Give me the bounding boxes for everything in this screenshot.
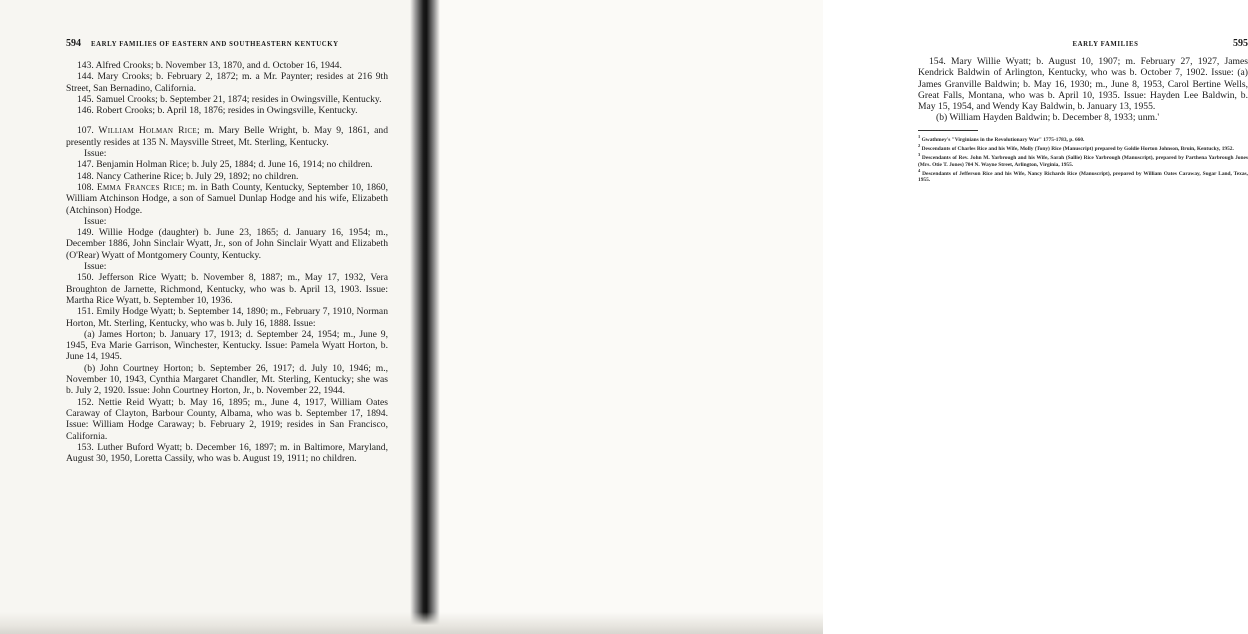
entry-108-number: 108.	[77, 181, 94, 193]
footnote-mark-2: 2	[918, 143, 921, 149]
issue-label-107: Issue:	[84, 148, 107, 160]
entry-107-text: ; m. Mary Belle Wright, b. May 9, 1861, and presently resides at 135 N. Maysville Street, Mt. Sterling, Kentucky.	[66, 125, 388, 148]
entry-148: 148. Nancy Catherine Rice; b. July 29, 1892; no children.	[77, 170, 299, 182]
footnote-mark-3: 3	[918, 152, 921, 158]
entry-108	[66, 182, 388, 216]
footnote-mark-4: 4	[918, 168, 921, 174]
entry-151: 151. Emily Hodge Wyatt; b. September 14, 1890; m., February 7, 1910, Norman Horton, Mt. Sterling, Kentucky, who was b. July 16, 1888. Issue:	[66, 306, 388, 329]
right-page-number: 595	[1233, 38, 1248, 49]
entry-146: 146. Robert Crooks; b. April 18, 1876; resides in Owingsville, Kentucky.	[77, 105, 358, 117]
entry-107-number: 107.	[77, 125, 94, 137]
entry-149: 149. Willie Hodge (daughter) b. June 23, 1865; d. January 16, 1954; m., December 1886, John Sinclair Wyatt, Jr., son of John Sinclair Wyatt and Elizabeth (O'Rear) Wyatt of Montgomery County, Kentucky.	[66, 227, 388, 261]
entry-153: 153. Luther Buford Wyatt; b. December 16, 1897; m. in Baltimore, Maryland, August 30, 1950, Loretta Cassily, who was b. August 19, 1911; no children.	[66, 441, 388, 465]
footnote-mark-1: 1	[918, 133, 921, 139]
entry-108-text: ; m. in Bath County, Kentucky, September 10, 1860, William Atchinson Hodge, a son of Samuel Dunlap Hodge and his wife, Elizabeth (Atchinson) Hodge.	[66, 181, 389, 216]
entry-151-b: (b) John Courtney Horton; b. September 26, 1917; d. July 10, 1946; m., November 10, 1943, Cynthia Margaret Chandler, Mt. Sterling, Kentucky; she was b. July 2, 1920. Issue: John Courtney Horton, Jr., b. November 22, 1944.	[66, 362, 388, 397]
page-bottom-edge	[0, 612, 823, 634]
right-page	[440, 0, 1248, 634]
entry-147: 147. Benjamin Holman Rice; b. July 25, 1884; d. June 16, 1914; no children.	[77, 159, 373, 171]
footnote-text-1: Gwathmey's "Virginians in the Revolutionary War" 1775-1783, p. 660.	[921, 136, 1085, 143]
left-running-head	[66, 38, 388, 49]
footnote-text-2: Descendants of Charles Rice and his Wife, Molly (Tony) Rice (Manuscript) prepared by Goldie Horton Johnson, Bruin, Kentucky, 1952.	[921, 145, 1234, 152]
footnote-rule	[918, 130, 978, 131]
footnote-2	[918, 143, 1248, 152]
footnote-4	[918, 168, 1248, 184]
footnote-text-4: Descendants of Jefferson Rice and his Wife, Nancy Richards Rice (Manuscript), prepared by William Oates Caraway, Sugar Land, Texas, 1955.	[918, 170, 1248, 184]
entry-151-a: (a) James Horton; b. January 17, 1913; d. September 24, 1954; m., June 9, 1945, Eva Marie Garrison, Winchester, Kentucky. Issue: Pamela Wyatt Horton, b. June 14, 1945.	[66, 328, 388, 363]
footnote-text-3: Descendants of Rev. John M. Yarbrough and his Wife, Sarah (Sallie) Rice Yarbrough (Manuscript), prepared by Parthena Yarbrough Jones (Mrs. Otie T. Jones) 704 N. Wayne Street, Arlington, Virginia, 1955.	[918, 155, 1248, 168]
entry-107	[66, 125, 388, 148]
entry-108-name: Emma Frances Rice	[96, 181, 182, 193]
entry-145: 145. Samuel Crooks; b. September 21, 1874; resides in Owingsville, Kentucky.	[77, 93, 382, 105]
right-running-title: EARLY FAMILIES	[1072, 41, 1139, 48]
entry-144: 144. Mary Crooks; b. February 2, 1872; m. a Mr. Paynter; resides at 216 9th Street, San Bernadino, California.	[66, 71, 388, 94]
issue-label-149: Issue:	[84, 261, 107, 273]
right-page-body	[918, 56, 1248, 184]
right-running-head	[918, 38, 1248, 49]
entry-154-b: (b) William Hayden Baldwin; b. December 8, 1933; unm.'	[936, 112, 1160, 124]
left-page-number: 594	[66, 38, 81, 49]
footnotes	[918, 134, 1248, 184]
left-page	[0, 0, 410, 634]
left-running-title: EARLY FAMILIES OF EASTERN AND SOUTHEASTERN KENTUCKY	[91, 41, 339, 48]
footnote-1	[918, 134, 1248, 143]
issue-label-108: Issue:	[84, 215, 107, 227]
entry-152: 152. Nettie Reid Wyatt; b. May 16, 1895; m., June 4, 1917, William Oates Caraway of Clayton, Barbour County, Albama, who was b. September 17, 1894. Issue: William Hodge Caraway; b. February 2, 1919; resides in San Francisco, California.	[66, 396, 388, 442]
entry-154: 154. Mary Willie Wyatt; b. August 10, 1907; m. February 27, 1927, James Kendrick Baldwin of Arlington, Kentucky, who was b. October 7, 1902. Issue: (a) James Granville Baldwin; b. May 16, 1930; m., June 8, 1953, Carol Bertine Wells, Great Falls, Montana, who was b. April 10, 1935. Issue: Hayden Lee Baldwin, b. May 15, 1954, and Wendy Kay Baldwin, b. January 13, 1955.	[918, 56, 1248, 113]
entry-150: 150. Jefferson Rice Wyatt; b. November 8, 1887; m., May 17, 1932, Vera Broughton de Jarnette, Richmond, Kentucky, who was b. April 13, 1903. Issue: Martha Rice Wyatt, b. September 10, 1936.	[66, 272, 388, 306]
entry-107-name: William Holman Rice	[98, 125, 197, 137]
book-gutter	[410, 0, 440, 634]
left-page-body	[66, 60, 388, 464]
footnote-3	[918, 152, 1248, 168]
entry-143: 143. Alfred Crooks; b. November 13, 1870, and d. October 16, 1944.	[77, 60, 342, 71]
